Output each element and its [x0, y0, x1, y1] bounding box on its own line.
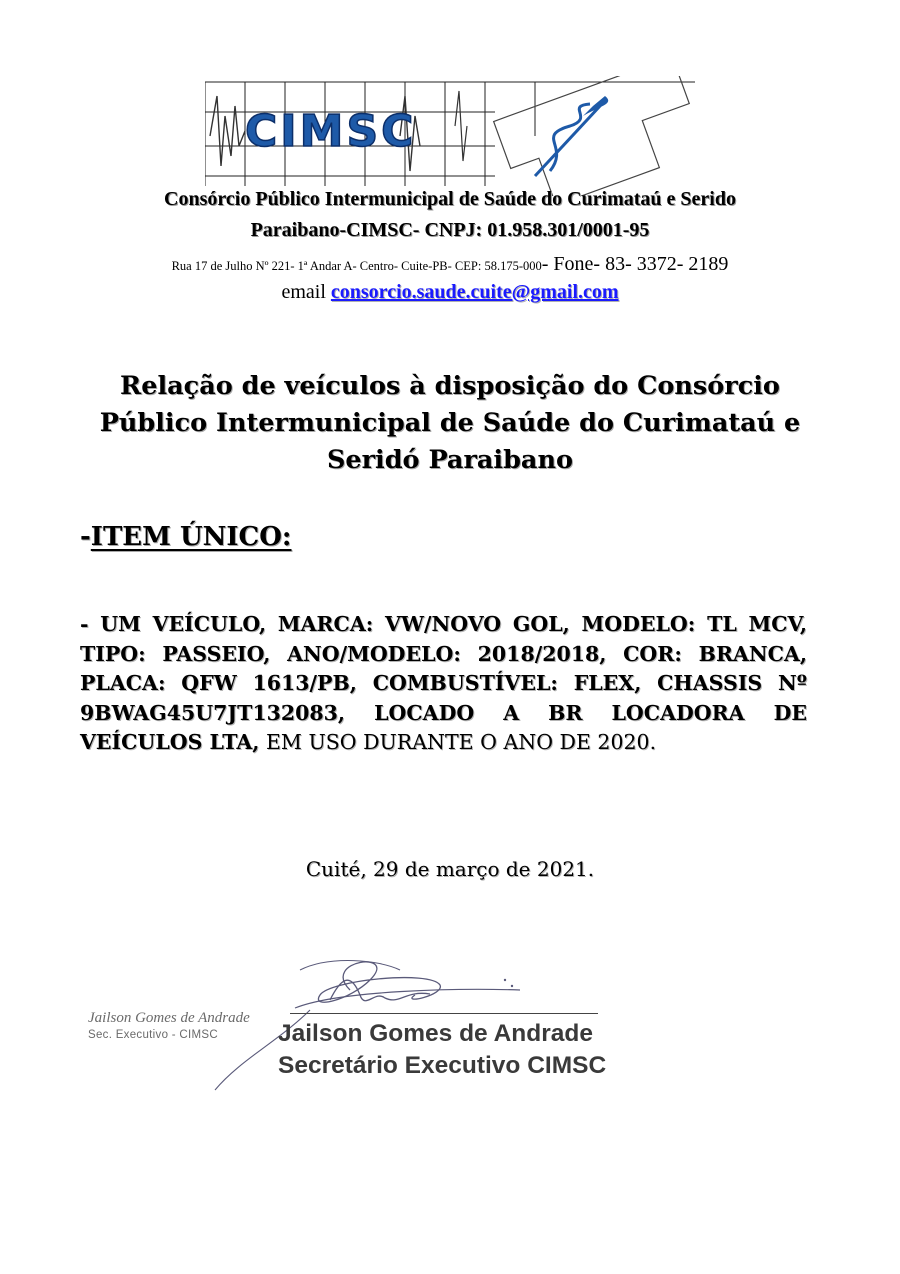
signer-name: Jailson Gomes de Andrade — [278, 1020, 593, 1047]
signer-block — [278, 1018, 606, 1082]
stamp-name: Jailson Gomes de Andrade — [88, 1010, 250, 1026]
vehicle-details: - UM VEÍCULO, MARCA: VW/NOVO GOL, MODELO: TL MCV, TIPO: PASSEIO, ANO/MODELO: 2018/2018, COR: BRANCA, PLACA: QFW 1613/PB, COMBUSTÍVEL: FLEX, CHASSIS Nº 9BWAG45U7JT132083, LOCADO A BR LOCADORA DE VEÍCULOS LTA, — [80, 612, 807, 754]
address-line — [0, 253, 900, 276]
cimsc-logo — [205, 76, 695, 196]
item-heading-text: ITEM ÚNICO: — [90, 522, 292, 552]
item-heading-prefix: - — [80, 522, 91, 552]
document-title: Relação de veículos à disposição do Consórcio Público Intermunicipal de Saúde do Curimataú e Seridó Paraibano — [99, 371, 801, 475]
org-name-line1: Consórcio Público Intermunicipal de Saúde do Curimataú e Serido — [164, 188, 736, 210]
email-line — [0, 281, 900, 304]
vehicle-description — [80, 610, 807, 758]
document-date: Cuité, 29 de março de 2021. — [305, 857, 595, 881]
email-link[interactable]: consorcio.saude.cuite@gmail.com — [330, 281, 619, 303]
item-heading — [80, 522, 292, 552]
signer-role: Secretário Executivo CIMSC — [278, 1052, 607, 1079]
vehicle-usage: EM USO DURANTE O ANO DE 2020. — [259, 730, 657, 754]
signature-line — [290, 1013, 598, 1014]
email-label: email — [281, 281, 326, 303]
caduceus-icon — [535, 96, 608, 176]
logo-wordmark: CIMSC — [245, 106, 417, 157]
phone-text: - Fone- 83- 3372- 2189 — [541, 253, 729, 275]
org-name-line2: Paraibano-CIMSC- CNPJ: 01.958.301/0001-95 — [250, 219, 650, 241]
stamp-role: Sec. Executivo - CIMSC — [88, 1029, 218, 1041]
address-text: Rua 17 de Julho Nº 221- 1ª Andar A- Centro- Cuite-PB- CEP: 58.175-000 — [171, 259, 542, 273]
